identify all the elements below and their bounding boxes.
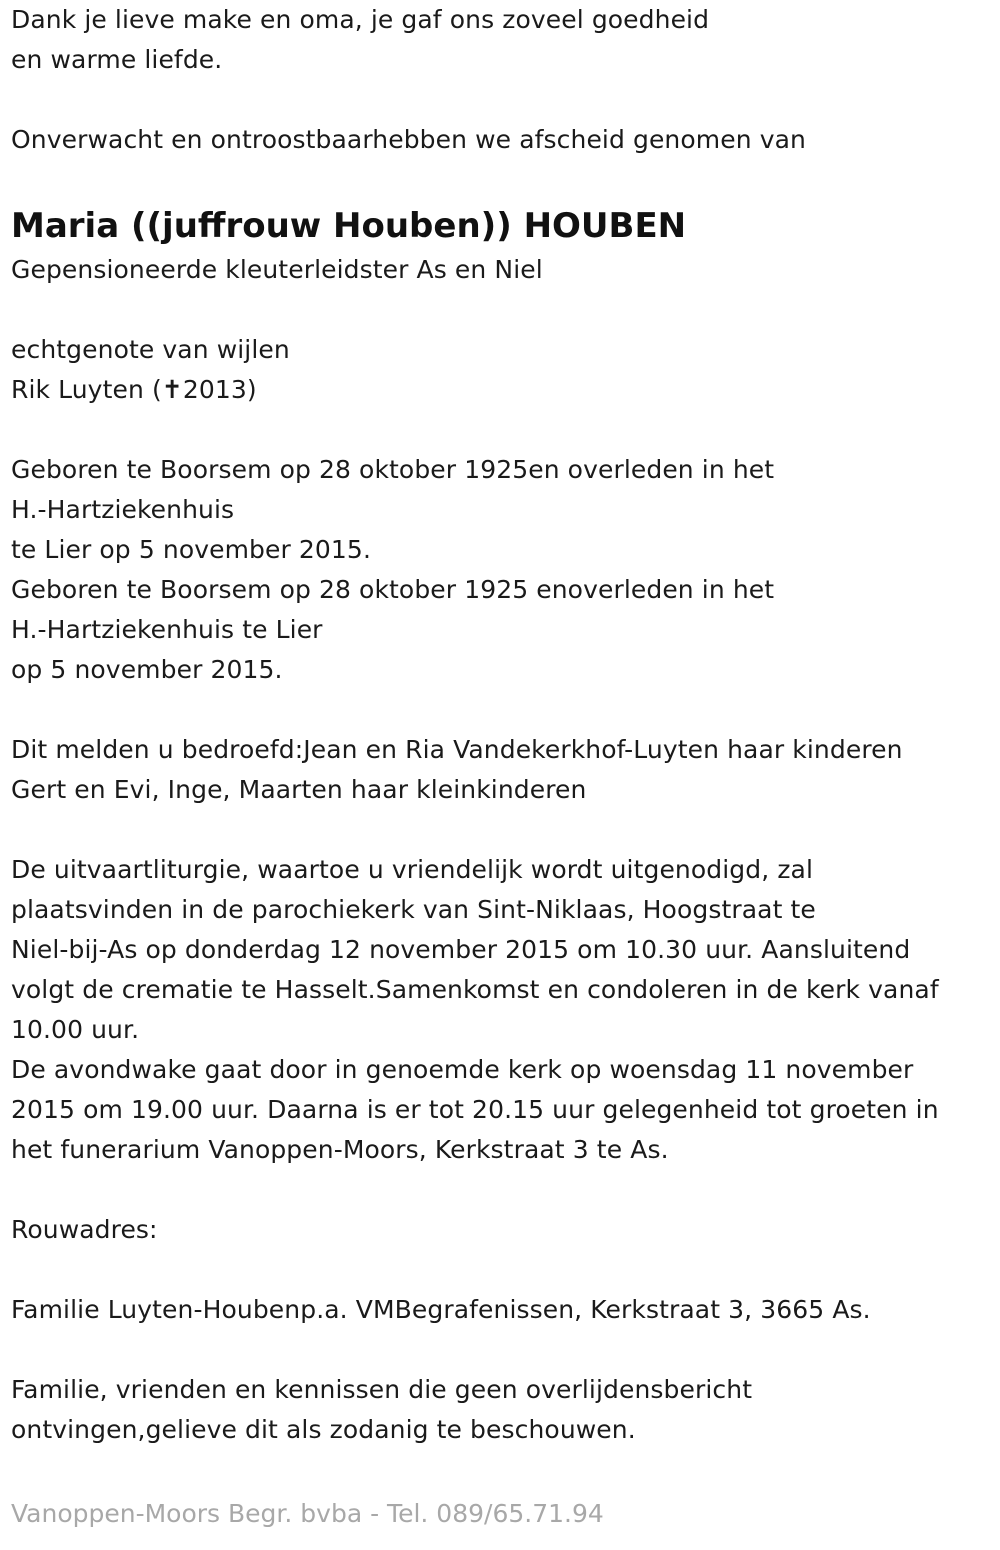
spacer (11, 160, 996, 200)
obituary-document (11, 0, 996, 1450)
funeral-line-8: het funerarium Vanoppen-Moors, Kerkstraat 3 te As. (11, 1135, 669, 1164)
closing-line-1: Familie, vrienden en kennissen die geen overlijdensbericht (11, 1375, 753, 1404)
funeral-home-footer: Vanoppen-Moors Begr. bvba - Tel. 089/65.71.94 (11, 1499, 604, 1528)
closing-line-2: ontvingen,gelieve dit als zodanig te beschouwen. (11, 1415, 636, 1444)
deceased-name: Maria ((juffrouw Houben)) HOUBEN (11, 206, 687, 246)
address-label: Rouwadres: (11, 1215, 158, 1244)
funeral-line-7: 2015 om 19.00 uur. Daarna is er tot 20.15 uur gelegenheid tot groeten in (11, 1095, 939, 1124)
spacer (11, 690, 996, 730)
family-line-2: Gert en Evi, Inge, Maarten haar kleinkinderen (11, 775, 587, 804)
spacer (11, 410, 996, 450)
spacer (11, 290, 996, 330)
spouse-name: Rik Luyten (✝2013) (11, 375, 257, 404)
funeral-line-3: Niel-bij-As op donderdag 12 november 2015 om 10.30 uur. Aansluitend (11, 935, 911, 964)
spacer (11, 80, 996, 120)
funeral-line-5: 10.00 uur. (11, 1015, 140, 1044)
birth-death-line-3: te Lier op 5 november 2015. (11, 535, 371, 564)
birth-death-line-4: Geboren te Boorsem op 28 oktober 1925 enoverleden in het (11, 575, 775, 604)
intro-line-3: Onverwacht en ontroostbaarhebben we afscheid genomen van (11, 125, 806, 154)
birth-death-line-5: H.-Hartziekenhuis te Lier (11, 615, 323, 644)
birth-death-line-6: op 5 november 2015. (11, 655, 283, 684)
intro-line-2: en warme liefde. (11, 45, 223, 74)
funeral-line-4: volgt de crematie te Hasselt.Samenkomst en condoleren in de kerk vanaf (11, 975, 939, 1004)
spacer (11, 1170, 996, 1210)
birth-death-line-1: Geboren te Boorsem op 28 oktober 1925en overleden in het (11, 455, 775, 484)
spouse-intro: echtgenote van wijlen (11, 335, 290, 364)
funeral-line-2: plaatsvinden in de parochiekerk van Sint-Niklaas, Hoogstraat te (11, 895, 816, 924)
funeral-line-6: De avondwake gaat door in genoemde kerk op woensdag 11 november (11, 1055, 914, 1084)
spacer (11, 810, 996, 850)
spacer (11, 1330, 996, 1370)
intro-line-1: Dank je lieve make en oma, je gaf ons zoveel goedheid (11, 5, 710, 34)
deceased-occupation: Gepensioneerde kleuterleidster As en Niel (11, 255, 543, 284)
family-line-1: Dit melden u bedroefd:Jean en Ria Vandekerkhof-Luyten haar kinderen (11, 735, 903, 764)
birth-death-line-2: H.-Hartziekenhuis (11, 495, 235, 524)
funeral-line-1: De uitvaartliturgie, waartoe u vriendelijk wordt uitgenodigd, zal (11, 855, 814, 884)
spacer (11, 1250, 996, 1290)
address-value: Familie Luyten-Houbenp.a. VMBegrafenissen, Kerkstraat 3, 3665 As. (11, 1295, 871, 1324)
